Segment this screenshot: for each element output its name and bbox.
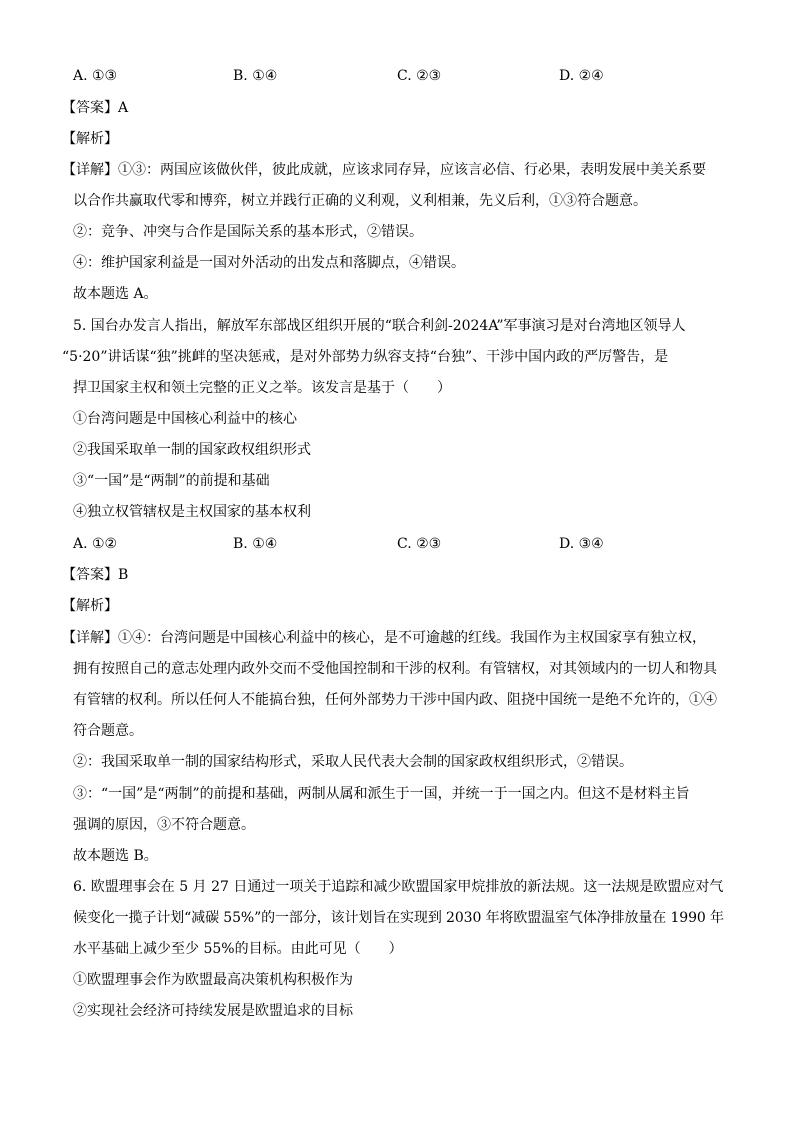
q5-detail-line: 强调的原因，③不符合题意。	[73, 817, 255, 833]
q5-stem-line: “5·20”讲话谋“独”挑衅的坚决惩戒，是对外部势力纵容支持“台独”、干涉中国内政的严厉警告，是	[62, 349, 669, 365]
q5-statement-2: ②我国采取单一制的国家政权组织形式	[73, 442, 311, 458]
q4-detail-line: 以合作共赢取代零和博弈，树立并践行正确的义利观，义利相兼，先义后利，①③符合题意。	[73, 193, 647, 209]
q5-detail-line: ③：“一国”是“两制”的前提和基础，两制从属和派生于一国，并统一于一国之内。但这不是材料主旨	[73, 786, 690, 802]
q4-conclusion: 故本题选 A。	[73, 286, 158, 302]
q5-conclusion: 故本题选 B。	[73, 848, 158, 864]
q5-detail-line: 【详解】①④：台湾问题是中国核心利益中的核心，是不可逾越的红线。我国作为主权国家享有独立权，	[62, 630, 706, 646]
q5-option-d: D. ③④	[559, 536, 604, 552]
q5-statement-3: ③“一国”是“两制”的前提和基础	[73, 473, 270, 489]
q5-option-a: A. ①②	[73, 536, 118, 552]
q5-analysis-heading: 【解析】	[62, 598, 118, 614]
q4-option-d: D. ②④	[559, 68, 604, 84]
q6-stem-line: 候变化一揽子计划“减碳 55%”的一部分，该计划旨在实现到 2030 年将欧盟温室气体净排放量在 1990 年	[73, 910, 724, 926]
q5-detail-line: 符合题意。	[73, 723, 143, 739]
q5-option-c: C. ②③	[397, 536, 442, 552]
q5-detail-line: 有管辖的权利。所以任何人不能搞台独，任何外部势力干涉中国内政、阻挠中国统一是绝不允许的，①④	[73, 692, 717, 708]
q5-statement-4: ④独立权管辖权是主权国家的基本权利	[73, 504, 311, 520]
q6-statement-2: ②实现社会经济可持续发展是欧盟追求的目标	[73, 1003, 353, 1019]
q5-stem-line: 5. 国台办发言人指出，解放军东部战区组织开展的“联合利剑-2024A”军事演习是对台湾地区领导人	[73, 318, 686, 334]
q6-statement-1: ①欧盟理事会作为欧盟最高决策机构积极作为	[73, 972, 353, 988]
q4-option-c: C. ②③	[397, 68, 442, 84]
q5-detail-line: ②：我国采取单一制的国家结构形式，采取人民代表大会制的国家政权组织形式，②错误。	[73, 754, 633, 770]
q4-detail-line: ②：竞争、冲突与合作是国际关系的基本形式，②错误。	[73, 224, 423, 240]
q5-answer: 【答案】B	[62, 567, 129, 583]
q4-detail-line: 【详解】①③：两国应该做伙伴，彼此成就，应该求同存异，应该言必信、行必果，表明发展中美关系要	[62, 162, 706, 178]
q5-stem-line: 捍卫国家主权和领土完整的正义之举。该发言是基于（ ）	[73, 380, 451, 396]
q6-stem-line: 6. 欧盟理事会在 5 月 27 日通过一项关于追踪和减少欧盟国家甲烷排放的新法规。这一法规是欧盟应对气	[73, 879, 724, 895]
q4-options	[73, 66, 723, 86]
q4-analysis-heading: 【解析】	[62, 131, 118, 147]
q4-answer: 【答案】A	[62, 100, 129, 116]
q5-option-b: B. ①④	[233, 536, 278, 552]
q5-detail-line: 拥有按照自己的意志处理内政外交而不受他国控制和干涉的权利。有管辖权，对其领域内的一切人和物具	[73, 661, 717, 677]
q5-statement-1: ①台湾问题是中国核心利益中的核心	[73, 411, 297, 427]
q5-options	[73, 534, 723, 554]
q4-option-b: B. ①④	[233, 68, 278, 84]
q6-stem-line: 水平基础上减少至少 55%的目标。由此可见（ ）	[73, 941, 403, 957]
q4-option-a: A. ①③	[73, 68, 118, 84]
q4-detail-line: ④：维护国家利益是一国对外活动的出发点和落脚点，④错误。	[73, 255, 465, 271]
